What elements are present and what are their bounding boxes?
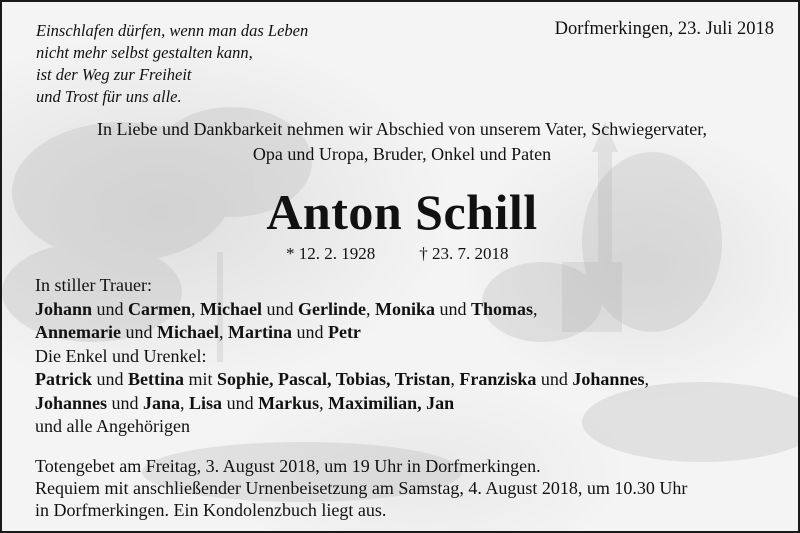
connector-text: mit — [183, 369, 217, 389]
birth-date: * 12. 2. 1928 — [286, 244, 376, 263]
poem-quote — [36, 20, 308, 108]
mourner-name: Thomas — [471, 298, 534, 319]
mourner-name: Michael — [156, 322, 219, 342]
mourner-name: Bettina — [127, 369, 184, 389]
connector-text: und — [120, 322, 157, 342]
connector-text: , — [180, 392, 190, 413]
mourner-name: Gerlinde — [298, 298, 367, 319]
mourner-name: Johannes — [35, 392, 108, 413]
intro-line-2: Opa und Uropa, Bruder, Onkel und Paten — [252, 144, 552, 164]
connector-text: und — [222, 392, 259, 413]
mourner-name: Jana — [143, 392, 181, 413]
mourners-closing: und alle Angehörigen — [35, 416, 190, 436]
children-line — [35, 298, 649, 322]
connector-text: , — [644, 369, 649, 389]
grandchildren-heading: Die Enkel und Urenkel: — [35, 345, 207, 366]
mourner-name: Michael — [200, 298, 263, 319]
connector-text: und — [91, 369, 128, 389]
poem-line: ist der Weg zur Freiheit — [36, 65, 192, 84]
mourner-name: Petr — [327, 322, 361, 342]
mourner-name: Martina — [227, 322, 292, 342]
place-and-date: Dorfmerkingen, 23. Juli 2018 — [554, 19, 774, 39]
farewell-intro — [2, 117, 800, 167]
connector-text: und — [262, 298, 299, 319]
service-line-2: Requiem mit anschließender Urnenbeisetzung am Samstag, 4. August 2018, um 10.30 Uhr — [35, 478, 688, 498]
mourner-name: Johannes — [572, 369, 645, 389]
grandchildren-line — [35, 368, 649, 392]
connector-text: und — [291, 322, 328, 342]
poem-line: nicht mehr selbst gestalten kann, — [36, 43, 253, 62]
mourner-name: Maximilian, Jan — [328, 392, 455, 413]
connector-text: , — [533, 298, 538, 319]
children-line — [35, 321, 649, 345]
grandchildren-line — [35, 392, 649, 416]
poem-line: und Trost für uns alle. — [36, 87, 182, 106]
mourner-name: Lisa — [189, 392, 223, 413]
death-date: † 23. 7. 2018 — [419, 244, 509, 263]
mourner-name: Monika — [375, 298, 436, 319]
connector-text: , — [450, 369, 460, 389]
connector-text: , — [191, 298, 201, 319]
connector-text: und — [536, 369, 573, 389]
mourner-name: Annemarie — [35, 322, 121, 342]
poem-line: Einschlafen dürfen, wenn man das Leben — [36, 21, 309, 40]
mourner-name: Carmen — [128, 298, 192, 319]
connector-text: , — [319, 392, 329, 413]
mourner-name: Markus — [258, 392, 320, 413]
life-dates — [286, 244, 509, 264]
mourners-list — [35, 274, 649, 439]
mourners-heading: In stiller Trauer: — [35, 275, 152, 295]
connector-text: und — [107, 392, 144, 413]
intro-line-1: In Liebe und Dankbarkeit nehmen wir Abschied von unserem Vater, Schwiegervater, — [96, 119, 708, 139]
connector-text: , — [218, 322, 228, 342]
mourner-name: Patrick — [35, 369, 92, 389]
service-line-3: in Dorfmerkingen. Ein Kondolenzbuch liegt aus. — [35, 500, 387, 520]
connector-text: und — [435, 298, 472, 319]
connector-text: , — [366, 298, 376, 319]
mourner-name: Franziska — [459, 369, 537, 389]
service-info — [35, 455, 687, 521]
service-line-1: Totengebet am Freitag, 3. August 2018, um 19 Uhr in Dorfmerkingen. — [35, 456, 541, 476]
connector-text: und — [92, 298, 129, 319]
deceased-name: Anton Schill — [266, 184, 538, 240]
mourner-name: Johann — [35, 298, 93, 319]
mourner-name: Sophie, Pascal, Tobias, Tristan — [217, 369, 451, 389]
